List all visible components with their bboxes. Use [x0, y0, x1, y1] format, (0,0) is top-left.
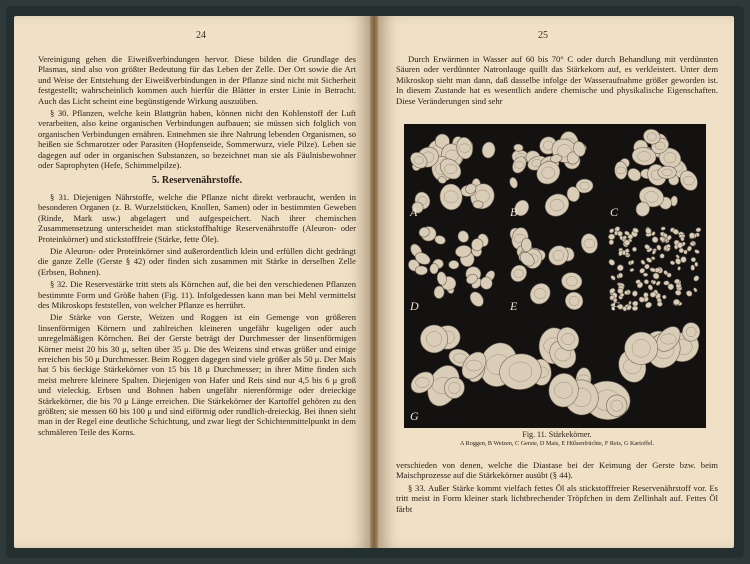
- starch-grain: [608, 239, 614, 245]
- starch-grain: [670, 260, 676, 265]
- starch-grain: [415, 266, 427, 275]
- starch-grain: [691, 257, 696, 261]
- starch-grain: [673, 299, 680, 305]
- left-page: [14, 16, 370, 548]
- starch-grain: [683, 250, 687, 255]
- starch-grain: [508, 176, 518, 189]
- figure-panel-letter: F: [612, 299, 620, 313]
- starch-grain: [651, 236, 659, 244]
- starch-grain: [614, 231, 618, 236]
- right-page: [378, 16, 734, 548]
- starch-grain: [610, 275, 616, 281]
- starch-grain: [694, 249, 700, 254]
- figure-panel-letter: D: [410, 299, 419, 313]
- left-page-text: [38, 54, 356, 439]
- starch-grain: [632, 306, 638, 311]
- right-page-top-text: [396, 54, 718, 108]
- starch-grain: [662, 295, 667, 300]
- starch-grain: [632, 247, 637, 252]
- starch-grain: [659, 253, 664, 258]
- book-spread: [6, 6, 744, 558]
- starch-grain: [695, 262, 698, 267]
- starch-grain: [448, 260, 459, 269]
- starch-grains-illustration: [404, 124, 706, 428]
- starch-grains-figure: [404, 124, 706, 428]
- paragraph: Die Aleuron- oder Proteinkörner sind außerordentlich klein und erfüllen dicht gedrängt die ganze Zelle (Gerste § 42) oder finden sich zusammen mit Stärke in derselben Zelle (Erbsen, Bohnen).: [38, 245, 356, 277]
- starch-grain: [456, 229, 470, 244]
- starch-grain: [513, 144, 523, 152]
- starch-grain: [661, 227, 666, 231]
- starch-grain: [629, 268, 634, 272]
- paragraph: Durch Erwärmen in Wasser auf 60 bis 70° C oder durch Behandlung mit verdünnten Säuren oder verdünnter Natronlauge quillt das Stärkekorn auf, es verkleistert. Unter dem Mikroskop sieht man dann, daß dasselbe infolge der Wasseraufnahme größer geworden ist. In diesem Zustande hat es wesentlich andere chemische und physikalische Eigenschaften. Diese Veränderungen sind sehr: [396, 54, 718, 106]
- starch-grain: [632, 301, 638, 307]
- paragraph: verschieden von denen, welche die Diastase bei der Keimung der Gerste bzw. beim Maischprozesse auf die Stärkekörner ausübt (§ 44).: [396, 460, 718, 481]
- starch-grain: [467, 289, 486, 309]
- starch-grain: [658, 166, 677, 179]
- starch-grain: [429, 263, 438, 274]
- starch-grain: [521, 238, 532, 252]
- starch-grain: [640, 259, 646, 265]
- starch-grain: [545, 242, 573, 270]
- starch-grain: [439, 183, 464, 211]
- starch-grain: [625, 166, 643, 184]
- figure-panel-letter: E: [510, 299, 518, 313]
- figure-caption-legend: A Roggen, B Weizen, C Gerste, D Mais, E Hülsenfrüchte, F Reis, G Kartoffel.: [459, 440, 655, 447]
- figure-panel-letter: A: [410, 205, 418, 219]
- starch-grain: [481, 141, 496, 159]
- starch-grain: [643, 279, 649, 285]
- paragraph: § 33. Außer Stärke kommt vielfach fettes Öl als stickstofffreier Reservenährstoff vor. Es tritt meist in Form kleiner stark lichtbrechender Tröpfchen in dem Zellinhalt auf. Fettes Öl färbt: [396, 482, 718, 514]
- figure-panel-letter: G: [410, 409, 419, 423]
- figure-caption: [396, 430, 718, 447]
- starch-grain: [693, 275, 700, 283]
- section-heading: 5. Reservenährstoffe.: [151, 175, 243, 187]
- paragraph: Die Stärke von Gerste, Weizen und Roggen ist ein Gemenge von größeren linsenförmigen Körnern und zahlreichen kleineren ungefähr kugeligen oder auch unregelmäßigen Körnchen. Bei der Gerste beträgt der Durchmesser der linsenförmigen Körner meist 20 bis 30 μ, selten über 35 μ. Die des Weizens sind etwas größer und einige erreichen bis 50 μ Durchmesser. Beim Roggen dagegen sind viele größer als 50 μ. Der Mais hat 5 bis 6eckige Stärkekörner von 15 bis 18 μ Durchmesser; in ihrer Mitte finden sich meist mehrere kleinere Spalten. Diejenigen von Hafer und Reis sind nur 4,5 bis 6 μ groß und vieleckig. Erbsen und Bohnen haben ungefähr nierenförmige oder dreieckige Stärkekörner, die bis 70 μ Länge erreichen. Die Stärkekörner der Kartoffel gehören zu den größten; sie messen 60 bis 100 μ und sind eiförmig oder rundlich-dreieckig. Bei ihnen sieht man in der Regel eine deutliche Schichtung, und zwar liegt der Schichtenmittelpunkt in dem schmäleren Teile des Korns.: [38, 312, 356, 437]
- starch-grain: [680, 237, 684, 242]
- starch-grain: [647, 284, 653, 291]
- right-page-bottom-text: [396, 460, 718, 516]
- starch-grain: [696, 227, 702, 232]
- figure-panel-letter: C: [610, 205, 619, 219]
- figure-caption-title: Fig. 11. Stärkekörner.: [522, 430, 592, 439]
- starch-grain: [685, 289, 693, 297]
- starch-grain: [663, 281, 669, 286]
- starch-grain: [645, 301, 653, 309]
- paragraph: § 32. Die Reservestärke tritt stets als Körnchen auf, die bei den verschiedenen Pflanzen bestimmte Form und Größe haben (Fig. 11). Infolgedessen kann man bei Mehl vermittelst des Mikroskops feststellen, von welcher Pflanze es herrührt.: [38, 279, 356, 310]
- starch-grain: [693, 287, 698, 292]
- figure-panel-letter: B: [510, 205, 518, 219]
- paragraph: § 31. Diejenigen Nährstoffe, welche die Pflanze nicht direkt verbraucht, werden in besonderen Organen (z. B. Wurzelstöcken, Knollen, Samen) oder in bestimmten Geweben (Rinde, Mark usw.) abgelagert und aufgespeichert. Nach ihrer chemischen Zusammensetzung unterscheidet man stickstoffhaltige Reservenährstoffe (Aleuron- oder Proteinkörner) und stickstofffreie (Stärke, fette Öle).: [38, 191, 356, 244]
- starch-grain: [625, 249, 630, 254]
- starch-grain: [609, 228, 615, 234]
- starch-grain: [608, 234, 615, 240]
- starch-grain: [677, 266, 680, 270]
- starch-grain: [632, 290, 638, 296]
- page-number-right: 25: [538, 30, 548, 41]
- starch-grain: [617, 265, 624, 271]
- starch-grain: [649, 267, 656, 273]
- starch-grain: [655, 280, 661, 286]
- paragraph: Vereinigung gehen die Eiweißverbindungen hervor. Diese bilden die Grundlage des Plasmas, sind also von größter Bedeutung für das Leben der Zelle. Der Ort sowie die Art und Weise der Entstehung der Eiweißverbindungen in der Pflanze sind nicht mit Sicherheit festgestellt; wahrscheinlich kommen auch hierfür die Blätter in erster Linie in Betracht. Auch das Licht scheint eine begünstigende Wirkung auszuüben.: [38, 54, 356, 106]
- starch-grain: [580, 232, 600, 255]
- starch-grain: [657, 302, 663, 307]
- starch-grain: [680, 256, 686, 263]
- starch-grain: [643, 273, 648, 276]
- starch-grain: [628, 301, 631, 305]
- starch-grain: [608, 258, 616, 266]
- starch-grain: [560, 271, 583, 291]
- paragraph: § 30. Pflanzen, welche kein Blattgrün haben, können nicht den Kohlenstoff der Luft verarbeiten, also keine organischen Verbindungen aufbauen; sie müssen sich folglich von organischen Verbindungen ernähren. Entnehmen sie ihre Nahrung lebenden Organismen, so heißen sie Schmarotzer oder Parasiten (Hopfenseide, Sommerwurz, viele Pilze). Leben sie dagegen auf oder in organischen Substanzen, so bezeichnet man sie als Fäulnisbewohner oder Saprophyten (Hefe, Schimmelpilze).: [38, 108, 356, 171]
- page-number-left: 24: [196, 30, 206, 41]
- starch-grain: [526, 279, 554, 308]
- starch-grain: [562, 289, 587, 314]
- starch-grain: [691, 265, 695, 271]
